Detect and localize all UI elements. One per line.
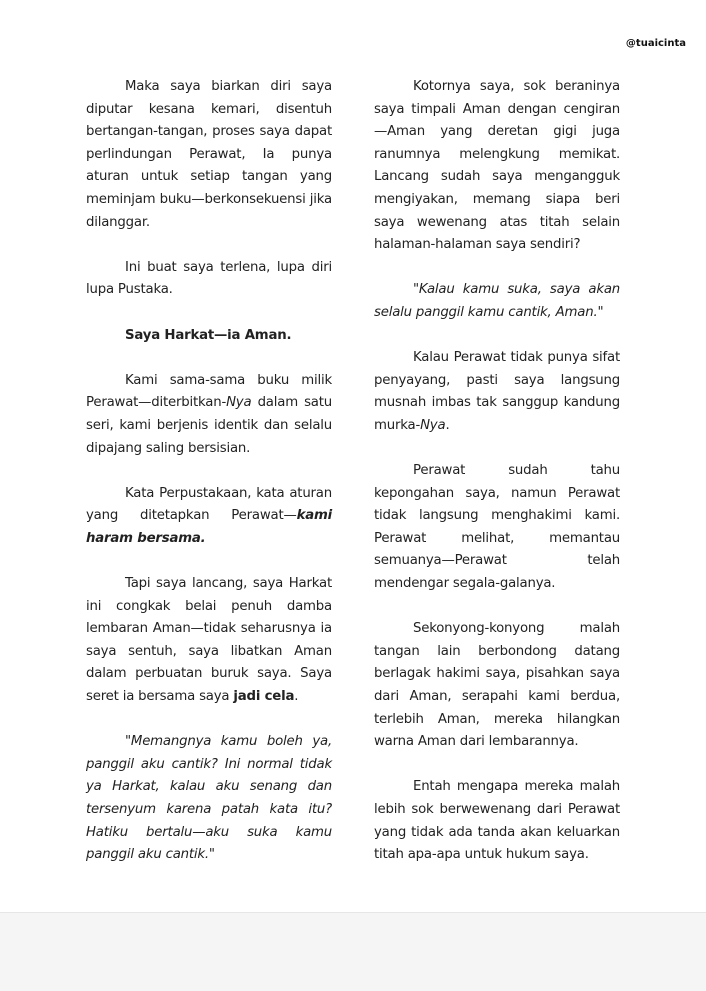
right-column — [374, 76, 620, 867]
dialogue-quote: "Kalau kamu suka, saya akan selalu panggil kamu cantik, Aman." — [374, 282, 620, 320]
text-span: . — [445, 417, 450, 433]
section-heading: Saya Harkat—ia Aman. — [125, 327, 292, 343]
paragraph — [86, 573, 332, 709]
paragraph — [86, 370, 332, 460]
text-span: Tapi saya lancang, saya Harkat ini congkak belai penuh damba lembaran Aman—tidak seharusnya ia saya sentuh, saya libatkan Aman dalam perbuatan buruk saya. Saya seret ia bersama saya — [86, 576, 332, 705]
text-span: Kata Perpustakaan, kata aturan yang ditetapkan Perawat— — [86, 485, 332, 524]
paragraph — [86, 483, 332, 551]
paragraph — [374, 347, 620, 437]
paragraph: Sekonyong-konyong malah tangan lain berbondong datang berlagak hakimi saya, pisahkan saya dari Aman, serapahi kami berdua, terlebih Aman, mereka hilangkan warna Aman dari lembarannya. — [374, 621, 620, 750]
author-handle: @tuaicinta — [625, 38, 686, 49]
emphasis: Nya — [420, 417, 446, 433]
emphasis: kami haram bersama. — [86, 508, 332, 546]
dialogue-quote: "Memangnya kamu boleh ya, panggil aku cantik? Ini normal tidak ya Harkat, kalau aku senang dan tersenyum karena patah kata itu? Hatiku bertalu—aku suka kamu panggil aku cantik." — [86, 734, 332, 863]
left-column — [86, 76, 332, 867]
paragraph: Maka saya biarkan diri saya diputar kesana kemari, disentuh bertangan-tangan, proses saya dapat perlindungan Perawat, Ia punya aturan untuk setiap tangan yang meminjam buku—berkonsekuensi jika dilanggar. — [86, 79, 332, 230]
bold-text: jadi cela — [233, 689, 295, 705]
paragraph: Entah mengapa mereka malah lebih sok berwewenang dari Perawat yang tidak ada tanda akan keluarkan titah apa-apa untuk hukum saya. — [374, 779, 620, 863]
text-span: dalam satu seri, kami berjenis identik dan selalu dipajang saling bersisian. — [86, 395, 332, 456]
emphasis: Nya — [226, 395, 252, 411]
paragraph: Kotornya saya, sok beraninya saya timpali Aman dengan cengiran—Aman yang deretan gigi juga ranumnya melengkung memikat. Lancang sudah saya mengangguk mengiyakan, memang siapa beri saya wewenang atas titah selain halaman-halaman saya sendiri? — [374, 79, 620, 253]
text-span: Kalau Perawat tidak punya sifat penyayang, pasti saya langsung musnah imbas tak sanggup kandung murka- — [374, 350, 620, 433]
text-span: . — [294, 689, 299, 705]
paragraph: Perawat sudah tahu kepongahan saya, namun Perawat tidak langsung menghakimi kami. Perawat melihat, memantau semuanya—Perawat telah mendengar segala-galanya. — [374, 463, 620, 592]
paragraph: Ini buat saya terlena, lupa diri lupa Pustaka. — [86, 259, 332, 298]
text-span: Kami sama-sama buku milik Perawat—diterbitkan- — [86, 372, 332, 411]
